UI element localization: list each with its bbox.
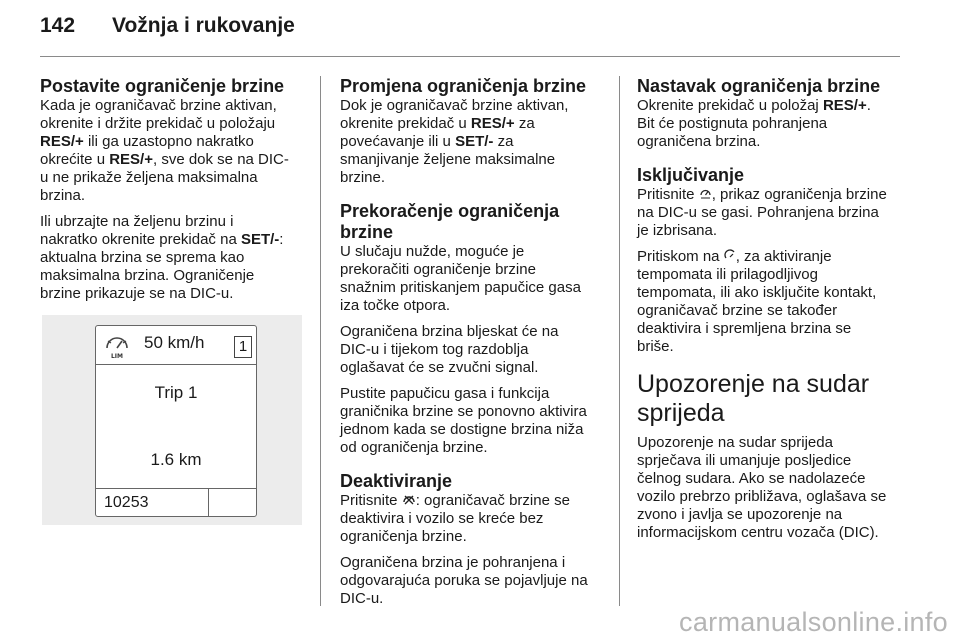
page-number: 142 xyxy=(40,14,76,37)
speed-limiter-icon xyxy=(102,332,132,360)
dic-top-row xyxy=(96,326,256,365)
cruise-control-icon xyxy=(724,249,736,261)
heading-forward-collision: Upozorenje na sudar sprijeda xyxy=(637,370,870,427)
column-divider-2 xyxy=(619,76,620,606)
column-1 xyxy=(40,76,312,525)
column-3 xyxy=(637,76,907,542)
paragraph-switch-off-1: Pritisnite , prikaz ograničenja brzine na DIC-u se gasi. Pohranjena brzina je izbrisana. xyxy=(637,186,887,239)
dic-speed-value: 50 km/h xyxy=(144,333,205,352)
paragraph-forward-collision: Upozorenje na sudar sprijeda sprječava ili umanjuje posljedice čelnog sudara. Ako se nadolazeće vozilo prebrzo približava, oglašava se zvono i javlja se upozorenje na informacijskom centru vozača (DIC). xyxy=(637,434,887,541)
paragraph-deactivate-1: Pritisnite : ograničavač brzine se deaktivira i vozilo se kreće bez ograničenja brzine. xyxy=(340,492,570,545)
watermark: carmanualsonline.info xyxy=(679,607,948,637)
limiter-on-off-icon xyxy=(699,187,712,199)
dic-bottom-divider xyxy=(208,489,209,517)
dic-screen xyxy=(95,325,257,517)
paragraph-exceed-3: Pustite papučicu gasa i funkcija graničnika brzine se ponovno aktivira jednom kada se dostigne brzina niža od ograničenja brzine. xyxy=(340,385,587,456)
heading-set-limit: Postavite ograničenje brzine xyxy=(40,76,285,96)
page-title: Vožnja i rukovanje xyxy=(112,14,295,37)
heading-exceed-limit: Prekoračenje ograničenja brzine xyxy=(340,201,560,242)
paragraph-deactivate-2: Ograničena brzina je pohranjena i odgovarajuća poruka se pojavljuje na DIC-u. xyxy=(340,554,588,607)
heading-resume-limit: Nastavak ograničenja brzine xyxy=(637,76,881,96)
column-divider-1 xyxy=(320,76,321,606)
heading-change-limit: Promjena ograničenja brzine xyxy=(340,76,587,96)
cancel-limiter-icon xyxy=(402,494,416,505)
paragraph-exceed-1: U slučaju nužde, moguće je prekoračiti ograničenje brzine snažnim pritiskanjem papučice gasa iza točke otpora. xyxy=(340,243,581,314)
heading-deactivate: Deaktiviranje xyxy=(340,471,453,491)
heading-switch-off: Isključivanje xyxy=(637,165,745,185)
header-rule xyxy=(40,56,900,57)
paragraph-set-limit-2: Ili ubrzajte na željenu brzinu i nakratko okrenite prekidač na SET/-: aktualna brzina se sprema kao maksimalna brzina. Ograničenje brzine prikazuje se na DIC-u. xyxy=(40,213,284,302)
dic-odometer: 10253 xyxy=(104,494,149,511)
paragraph-switch-off-2: Pritiskom na , za aktiviranje tempomata ili prilagodljivog tempomata, ili ako isključite kontakt, ograničavač brzine se također deaktivira i spremljena brzina se briše. xyxy=(637,248,877,355)
dic-gear-indicator: 1 xyxy=(234,336,252,358)
paragraph-change-limit: Dok je ograničavač brzine aktivan, okrenite prekidač u RES/+ za povećavanje ili u SET/- za smanjivanje željene maksimalne brzine. xyxy=(340,97,569,186)
paragraph-resume: Okrenite prekidač u položaj RES/+. Bit će postignuta pohranjena ograničena brzina. xyxy=(637,97,871,150)
svg-text:LIM: LIM xyxy=(110,353,124,360)
dic-trip-distance: 1.6 km xyxy=(150,450,202,469)
paragraph-exceed-2: Ograničena brzina bljeskat će na DIC-u i tijekom tog razdoblja oglašavat će se zvučni signal. xyxy=(340,323,559,376)
dic-display-illustration xyxy=(42,315,302,525)
paragraph-set-limit-1: Kada je ograničavač brzine aktivan, okrenite i držite prekidač u položaju RES/+ ili ga uzastopno nakratko okrećite u RES/+, sve dok se na DIC- u ne prikaže željena maksimalna brzina. xyxy=(40,97,289,204)
column-2 xyxy=(340,76,612,608)
page-header xyxy=(40,14,295,38)
dic-trip-label: Trip 1 xyxy=(154,383,198,402)
dic-bottom-row xyxy=(96,488,256,517)
